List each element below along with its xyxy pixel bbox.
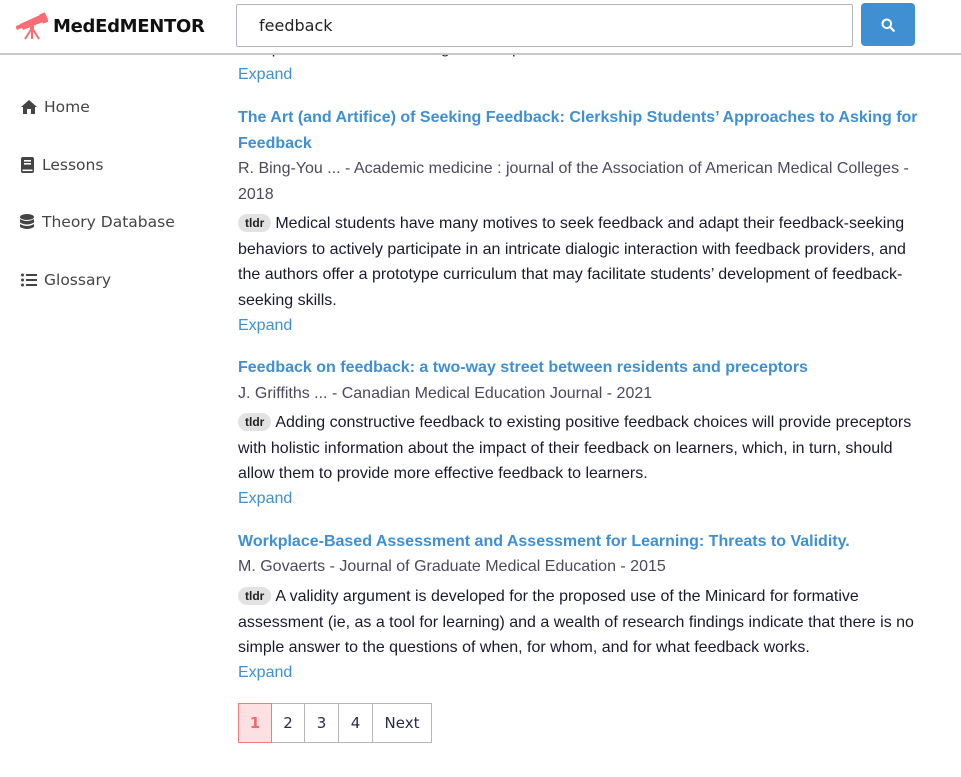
result-title[interactable]: Feedback on feedback: a two-way street between residents and preceptors <box>238 359 808 376</box>
result-meta: M. Govaerts - Journal of Graduate Medical Education - 2015 <box>238 558 666 575</box>
result-meta: R. Bing-You ... - Academic medicine : journal of the Association of American Medical Colleges - 2018 <box>238 160 909 203</box>
list-icon <box>20 271 38 289</box>
expand-link[interactable]: Expand <box>238 317 293 334</box>
page-4-button[interactable]: 4 <box>338 703 373 743</box>
search-button[interactable] <box>861 3 915 46</box>
tldr-badge: tldr <box>238 587 271 605</box>
sidebar-item-glossary[interactable] <box>20 271 111 289</box>
sidebar-item-label: Lessons <box>42 156 104 174</box>
page-3-button[interactable]: 3 <box>304 703 339 743</box>
tldr-text: A validity argument is developed for the proposed use of the Minicard for formative assessment (ie, as a tool for learning) and a wealth of research findings indicate that there is no simple answer to the questions of when, for whom, and for what feedback works. <box>238 588 914 657</box>
top-header <box>0 0 961 55</box>
pagination <box>238 703 432 743</box>
sidebar-item-label: Home <box>44 98 90 116</box>
tldr-badge: tldr <box>238 214 271 232</box>
tldr-badge: tldr <box>238 413 271 431</box>
next-page-button[interactable]: Next <box>372 703 432 743</box>
expand-link[interactable]: Expand <box>238 664 293 681</box>
database-icon <box>20 213 34 231</box>
brand-name: MedEdMENTOR <box>53 15 205 37</box>
expand-link[interactable]: Expand <box>238 66 293 83</box>
tldr-text: Adding constructive feedback to existing positive feedback choices will provide preceptors with holistic information about the impact of their feedback on learners, which, in turn, should allow them to provide more effective feedback to learners. <box>238 414 912 483</box>
result-tldr <box>238 584 918 661</box>
result-meta: J. Griffiths ... - Canadian Medical Education Journal - 2021 <box>238 385 653 402</box>
page-2-button[interactable]: 2 <box>271 703 305 743</box>
result-title[interactable]: The Art (and Artifice) of Seeking Feedback: Clerkship Students’ Approaches to Asking for Feedback <box>238 109 918 152</box>
sidebar-item-label: Theory Database <box>42 213 175 231</box>
result-tldr <box>238 410 918 487</box>
brand-logo[interactable] <box>16 12 205 40</box>
result-title[interactable]: Workplace-Based Assessment and Assessment for Learning: Threats to Validity. <box>238 533 850 550</box>
search-icon <box>881 18 895 32</box>
home-icon <box>20 98 38 116</box>
sidebar-item-lessons[interactable] <box>20 156 103 174</box>
book-icon <box>20 156 34 174</box>
telescope-icon <box>16 12 48 40</box>
result-tldr <box>238 211 918 314</box>
sidebar-item-label: Glossary <box>44 271 111 289</box>
page-1-button[interactable]: 1 <box>238 703 272 743</box>
search-input[interactable] <box>236 4 853 47</box>
expand-link[interactable]: Expand <box>238 490 293 507</box>
tldr-text: Medical students have many motives to seek feedback and adapt their feedback-seeking behaviors to actively participate in an intricate dialogic interaction with feedback providers, and the authors offer a prototype curriculum that may facilitate students’ development of feedback- seeking skills. <box>238 215 906 310</box>
sidebar-item-home[interactable] <box>20 98 90 116</box>
sidebar-item-theory-database[interactable] <box>20 213 175 231</box>
